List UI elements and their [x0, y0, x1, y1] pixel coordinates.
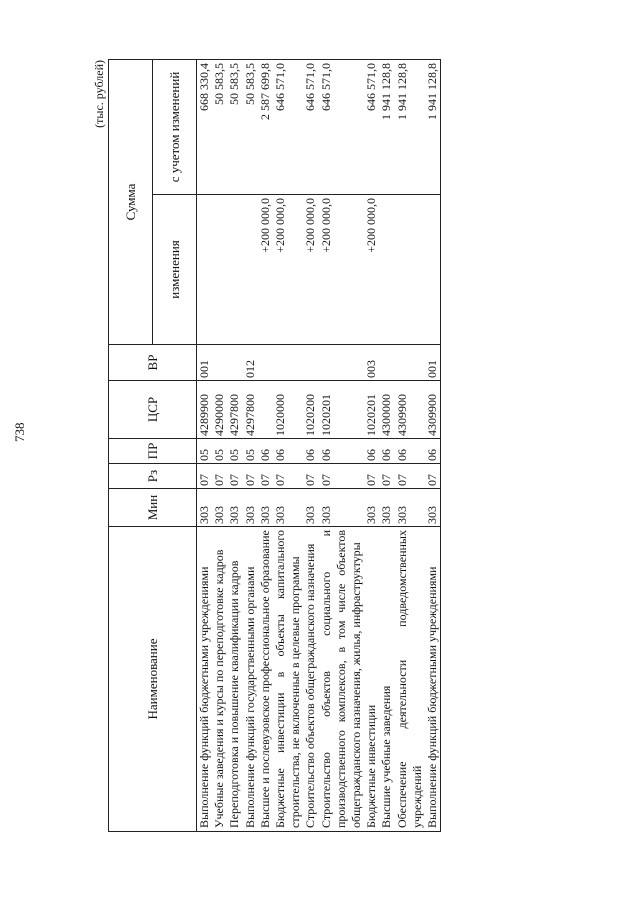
row-csr: 4309900 — [425, 381, 441, 439]
table-row — [258, 60, 273, 832]
row-csr: 4297800 — [227, 381, 242, 439]
row-vr — [303, 345, 318, 381]
table-row — [364, 60, 379, 832]
row-rz: 07 — [212, 464, 227, 489]
header-csr: ЦСР — [109, 381, 197, 439]
row-total: 646 571,0 — [303, 60, 318, 195]
row-rz: 07 — [273, 464, 303, 489]
row-rz: 07 — [319, 464, 365, 489]
row-csr: 4300000 — [379, 381, 394, 439]
row-total: 646 571,0 — [364, 60, 379, 195]
row-rz: 07 — [364, 464, 379, 489]
header-with-changes: с учетом изменений — [153, 60, 197, 195]
row-vr: 003 — [364, 345, 379, 381]
row-vr: 001 — [425, 345, 441, 381]
row-total: 668 330,4 — [197, 60, 213, 195]
row-pr: 05 — [212, 439, 227, 464]
row-name: Бюджетные инвестиции — [364, 527, 379, 832]
row-change — [425, 195, 441, 345]
row-change: +200 000,0 — [303, 195, 318, 345]
row-csr: 1020000 — [273, 381, 303, 439]
row-name: Высшие учебные заведения — [379, 527, 394, 832]
row-pr: 06 — [379, 439, 394, 464]
row-name: Выполнение функций бюджетными учреждениями — [425, 527, 441, 832]
row-total: 646 571,0 — [273, 60, 303, 195]
table-row — [303, 60, 318, 832]
row-min: 303 — [227, 489, 242, 527]
row-csr: 1020201 — [364, 381, 379, 439]
budget-table — [108, 59, 441, 832]
table-row — [212, 60, 227, 832]
table-body — [197, 60, 441, 832]
row-total: 50 583,5 — [243, 60, 258, 195]
row-csr: 4309900 — [395, 381, 425, 439]
row-change — [212, 195, 227, 345]
row-pr: 05 — [227, 439, 242, 464]
row-csr: 4290000 — [212, 381, 227, 439]
row-rz: 07 — [243, 464, 258, 489]
row-csr: 1020200 — [303, 381, 318, 439]
row-name: Высшее и послевузовское профессиональное образование — [258, 527, 273, 832]
row-total: 2 587 699,8 — [258, 60, 273, 195]
table-row — [227, 60, 242, 832]
row-min: 303 — [273, 489, 303, 527]
row-change: +200 000,0 — [273, 195, 303, 345]
row-vr — [273, 345, 303, 381]
row-rz: 07 — [379, 464, 394, 489]
row-change — [395, 195, 425, 345]
table-row — [273, 60, 303, 832]
table-row — [197, 60, 213, 832]
table-row — [319, 60, 365, 832]
row-pr: 06 — [319, 439, 365, 464]
row-min: 303 — [258, 489, 273, 527]
row-min: 303 — [425, 489, 441, 527]
row-vr: 012 — [243, 345, 258, 381]
row-name: Учебные заведения и курсы по переподготовке кадров — [212, 527, 227, 832]
unit-label: (тыс. рублей) — [92, 60, 106, 128]
row-pr: 06 — [258, 439, 273, 464]
rotated-page-content — [92, 60, 544, 832]
row-min: 303 — [303, 489, 318, 527]
row-pr: 06 — [273, 439, 303, 464]
row-vr — [258, 345, 273, 381]
row-rz: 07 — [303, 464, 318, 489]
row-csr: 4297800 — [243, 381, 258, 439]
header-pr: ПР — [109, 439, 197, 464]
row-name: Бюджетные инвестиции в объекты капитального строительства, не включенные в целевые программы — [273, 527, 303, 832]
header-rz: Рз — [109, 464, 197, 489]
row-pr: 06 — [364, 439, 379, 464]
row-pr: 06 — [303, 439, 318, 464]
row-change: +200 000,0 — [258, 195, 273, 345]
table-row — [425, 60, 441, 832]
row-rz: 07 — [197, 464, 213, 489]
row-min: 303 — [319, 489, 365, 527]
row-csr: 4289900 — [197, 381, 213, 439]
row-total: 50 583,5 — [212, 60, 227, 195]
row-vr — [395, 345, 425, 381]
header-changes: изменения — [153, 195, 197, 345]
row-vr: 001 — [197, 345, 213, 381]
row-change: +200 000,0 — [364, 195, 379, 345]
header-name: Наименование — [109, 527, 197, 832]
row-total: 1 941 128,8 — [395, 60, 425, 195]
header-min: Мин — [109, 489, 197, 527]
row-min: 303 — [197, 489, 213, 527]
row-name: Строительство объектов общегражданского назначения — [303, 527, 318, 832]
header-sum: Сумма — [109, 60, 153, 345]
row-vr — [212, 345, 227, 381]
row-vr — [379, 345, 394, 381]
row-name: Выполнение функций государственными органами — [243, 527, 258, 832]
row-change — [379, 195, 394, 345]
row-min: 303 — [395, 489, 425, 527]
row-change — [197, 195, 213, 345]
table-row — [379, 60, 394, 832]
row-vr — [319, 345, 365, 381]
row-change: +200 000,0 — [319, 195, 365, 345]
row-name: Выполнение функций бюджетными учреждениями — [197, 527, 213, 832]
table-row — [395, 60, 425, 832]
row-csr — [258, 381, 273, 439]
row-min: 303 — [212, 489, 227, 527]
row-total: 50 583,5 — [227, 60, 242, 195]
row-total: 1 941 128,8 — [379, 60, 394, 195]
row-min: 303 — [243, 489, 258, 527]
row-total: 646 571,0 — [319, 60, 365, 195]
row-rz: 07 — [227, 464, 242, 489]
row-pr: 06 — [425, 439, 441, 464]
row-pr: 05 — [197, 439, 213, 464]
row-name: Обеспечение деятельности подведомственных учреждений — [395, 527, 425, 832]
row-name: Строительство объектов социального и производственного комплексов, в том числе объектов общегражданского назначения, жилья, инфраструктуры — [319, 527, 365, 832]
row-change — [243, 195, 258, 345]
row-pr: 06 — [395, 439, 425, 464]
row-vr — [227, 345, 242, 381]
row-pr: 05 — [243, 439, 258, 464]
page-number: 738 — [12, 422, 27, 442]
row-rz: 07 — [395, 464, 425, 489]
row-min: 303 — [379, 489, 394, 527]
row-name: Переподготовка и повышение квалификации кадров — [227, 527, 242, 832]
row-rz: 07 — [258, 464, 273, 489]
row-change — [227, 195, 242, 345]
header-vr: ВР — [109, 345, 197, 381]
row-total: 1 941 128,8 — [425, 60, 441, 195]
table-row — [243, 60, 258, 832]
row-csr: 1020201 — [319, 381, 365, 439]
row-min: 303 — [364, 489, 379, 527]
row-rz: 07 — [425, 464, 441, 489]
